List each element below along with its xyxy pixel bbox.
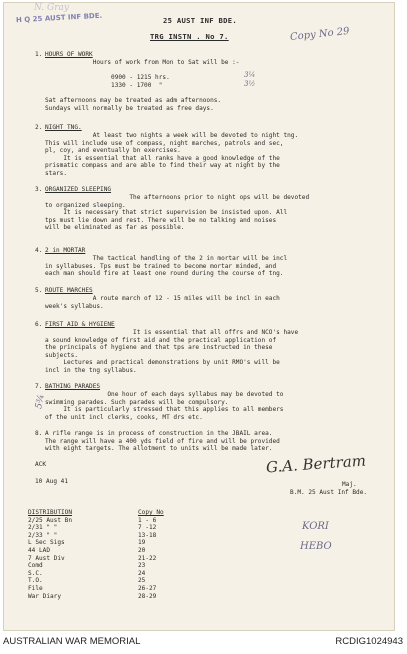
table-row: [28, 593, 164, 601]
side-note: KORI: [302, 521, 329, 532]
table-row: [28, 517, 164, 525]
issue-date: 10 Aug 41: [35, 478, 69, 485]
signature-rank: Maj.: [342, 481, 357, 488]
stamp-scrawl: N. Gray: [34, 3, 69, 13]
hours-mark: 3¼: [244, 71, 256, 79]
section-title: BATHING PARADES: [45, 383, 101, 390]
section-body: The tactical handling of the 2 in mortar will be incl in syllabuses. Tps must be trained to become mortar minded, and each man should fire at least one round during the course of tng.: [45, 255, 288, 278]
section-body: The afternoons prior to night ops will be devoted to organized sleeping. It is necessary that strict supervision be insisted upon. All tps must lie down and rest. There will be no talking and noises will be eliminated as far as possible.: [45, 194, 310, 232]
section-number: 1.: [35, 51, 43, 58]
section-title: NIGHT TNG.: [45, 124, 82, 131]
table-row: [28, 570, 164, 578]
section-number: 8.: [35, 430, 43, 437]
section-number: 3.: [35, 186, 43, 193]
distribution-header: DISTRIBUTION: [28, 509, 73, 516]
distribution-unit: S.C.: [28, 569, 43, 577]
table-row: [28, 562, 164, 570]
instruction-heading: TRG INSTN . No 7.: [150, 32, 229, 41]
distribution-unit: War Diary: [28, 592, 62, 600]
section-body: At least two nights a week will be devoted to night tng. This will include use of compass, night marches, patrols and sec, pl, coy, and eventually bn exercises. It is essential that all ranks have a good knowledge of the prismatic compass and are able to find their way at night by the stars.: [45, 132, 299, 177]
section-body: It is essential that all offrs and NCO's have a sound knowledge of first aid and the practical application of the principals of hygiene and that tps are instructed in these subjects. Lectures and practical demonstrations by unit RMO's will be incl in the tng syllabus.: [45, 329, 299, 374]
hours-mark: 3½: [244, 80, 256, 88]
section-number: 2.: [35, 124, 43, 131]
signature: G.A. Bertram: [265, 451, 367, 477]
section-number: 6.: [35, 321, 43, 328]
section-number: 7.: [35, 383, 43, 390]
table-row: [28, 547, 164, 555]
distribution-copy: 28-29: [138, 592, 157, 600]
distribution-unit: 44 LAD: [28, 546, 51, 554]
table-row: [28, 555, 164, 563]
distribution-unit: T.O.: [28, 577, 43, 585]
ack-label: ACK: [35, 461, 47, 468]
distribution-unit: 7 Aust Div: [28, 554, 65, 562]
distribution-unit: File: [28, 584, 43, 592]
archive-footer: [0, 631, 407, 654]
archive-name: AUSTRALIAN WAR MEMORIAL: [3, 636, 141, 647]
section-title: HOURS OF WORK: [45, 51, 93, 58]
distribution-copy: 1 - 6: [138, 516, 157, 524]
table-row: [28, 532, 164, 540]
margin-note: 5¾: [34, 393, 47, 410]
section-number: 5.: [35, 287, 43, 294]
archive-id: RCDIG1024943: [335, 636, 403, 647]
section-body: A rifle range is in process of construction in the JBAIL area. The range will have a 400 yds field of fire and will be provided with eight targets. The allotment to units will be made later.: [45, 430, 280, 453]
distribution-unit: Comd: [28, 562, 43, 570]
distribution-copy: 24: [138, 569, 146, 577]
hq-stamp: H Q 25 AUST INF BDE.: [15, 11, 103, 25]
distribution-table: [28, 509, 164, 600]
distribution-unit: L Sec Sigs: [28, 539, 65, 547]
distribution-header-row: [28, 509, 164, 517]
distribution-unit: 2/31 " ": [28, 524, 58, 532]
copy-number-note: Copy No 29: [289, 25, 350, 44]
distribution-copy: 21-22: [138, 554, 157, 562]
distribution-copy: 25: [138, 577, 146, 585]
section-title: ORGANIZED SLEEPING: [45, 186, 112, 193]
distribution-copy: 20: [138, 546, 146, 554]
copy-header: Copy No: [138, 509, 164, 516]
distribution-unit: 2/33 " ": [28, 531, 58, 539]
section-title: FIRST AID & HYGIENE: [45, 321, 115, 328]
distribution-copy: 13-18: [138, 531, 157, 539]
distribution-copy: 23: [138, 562, 146, 570]
signature-appointment: B.M. 25 Aust Inf Bde.: [290, 489, 368, 496]
document-page: [3, 2, 395, 631]
section-title: ROUTE MARCHES: [45, 287, 93, 294]
section-body: Hours of work from Mon to Sat will be :- 0900 - 1215 hrs. 1330 - 1700 " Sat afternoons may be treated as adm afternoons. Sundays will normally be treated as free days.: [45, 59, 240, 112]
table-row: [28, 577, 164, 585]
table-row: [28, 539, 164, 547]
distribution-copy: 7 -12: [138, 524, 157, 532]
section-number: 4.: [35, 247, 43, 254]
section-body: One hour of each days syllabus may be devoted to swimming parades. Such parades will be compulsory. It is particularly stressed that this applies to all members of the unit incl clerks, cooks, MT drs etc.: [45, 391, 284, 421]
section-body: A route march of 12 - 15 miles will be incl in each week's syllabus.: [45, 295, 280, 310]
unit-heading: 25 AUST INF BDE.: [162, 16, 238, 25]
distribution-unit: 2/25 Aust Bn: [28, 516, 73, 524]
side-note: HEBO: [300, 541, 332, 552]
table-row: [28, 524, 164, 532]
section-title: 2 in MORTAR: [45, 247, 86, 254]
distribution-copy: 19: [138, 539, 146, 547]
distribution-copy: 26-27: [138, 584, 157, 592]
table-row: [28, 585, 164, 593]
